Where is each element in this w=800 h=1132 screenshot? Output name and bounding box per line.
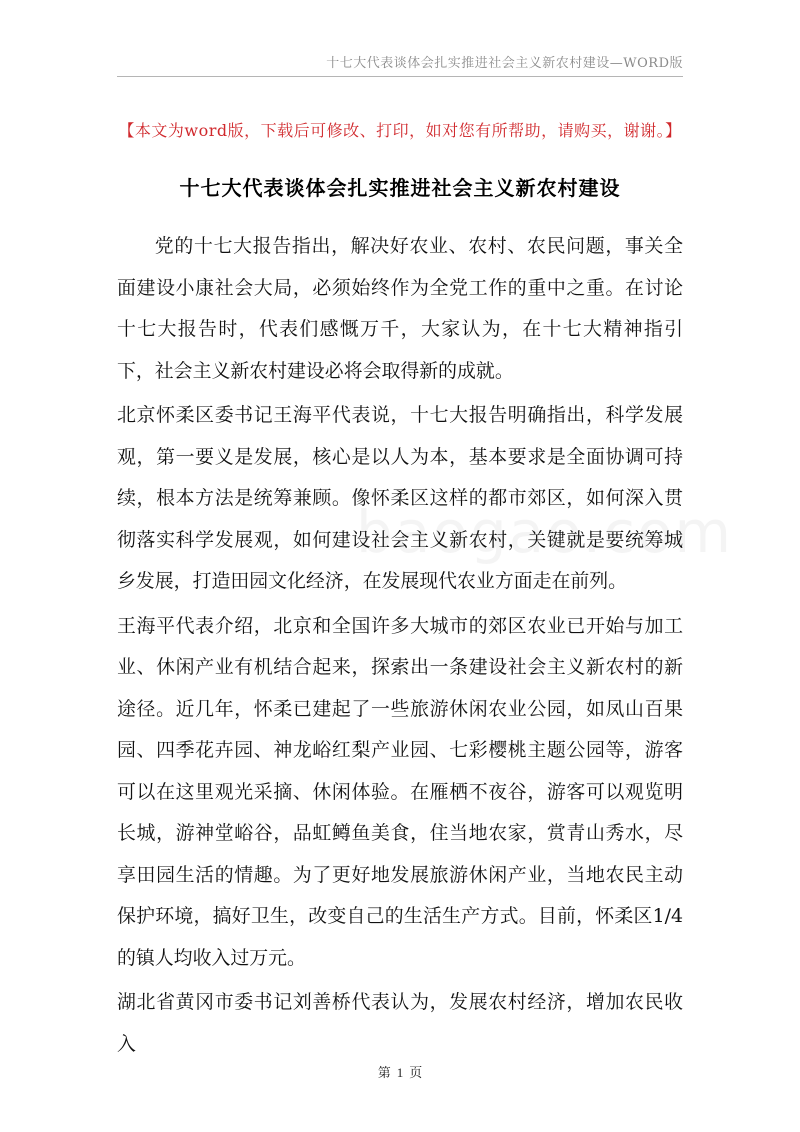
paragraph-1: 党的十七大报告指出，解决好农业、农村、农民问题，事关全面建设小康社会大局，必须始终作为全党工作的重中之重。在讨论十七大报告时，代表们感慨万千，大家认为，在十七大精神指引下，社会主义新农村建设必将会取得新的成就。 [117, 235, 683, 382]
running-header: 十七大代表谈体会扎实推进社会主义新农村建设—WORD版 [326, 56, 683, 71]
document-body [117, 226, 683, 1065]
download-notice: 【本文为word版，下载后可修改、打印，如对您有所帮助，请购买，谢谢。】 [118, 121, 682, 140]
footer-prefix: 第 [377, 1066, 391, 1081]
footer-suffix: 页 [409, 1066, 423, 1081]
paragraph-4: 湖北省黄冈市委书记刘善桥代表认为，发展农村经济，增加农民收入 [117, 991, 683, 1055]
header-divider [117, 76, 683, 77]
page-number: 1 [396, 1065, 404, 1080]
page-footer [0, 1062, 800, 1081]
document-title: 十七大代表谈体会扎实推进社会主义新农村建设 [179, 176, 621, 200]
paragraph-2: 北京怀柔区委书记王海平代表说，十七大报告明确指出，科学发展观，第一要义是发展，核心是以人为本，基本要求是全面协调可持续，根本方法是统筹兼顾。像怀柔区这样的都市郊区，如何深入贯彻落实科学发展观，如何建设社会主义新农村，关键就是要统筹城乡发展，打造田园文化经济，在发展现代农业方面走在前列。 [117, 404, 683, 592]
paragraph-3: 王海平代表介绍，北京和全国许多大城市的郊区农业已开始与加工业、休闲产业有机结合起来，探索出一条建设社会主义新农村的新途径。近几年，怀柔已建起了一些旅游休闲农业公园，如凤山百果园、四季花卉园、神龙峪红梨产业园、七彩樱桃主题公园等，游客可以在这里观光采摘、休闲体验。在雁栖不夜谷，游客可以观览明长城，游神堂峪谷，品虹鳟鱼美食，住当地农家，赏青山秀水，尽享田园生活的情趣。为了更好地发展旅游休闲产业，当地农民主动保护环境，搞好卫生，改变自己的生活生产方式。目前，怀柔区1/4的镇人均收入过万元。 [117, 614, 683, 969]
